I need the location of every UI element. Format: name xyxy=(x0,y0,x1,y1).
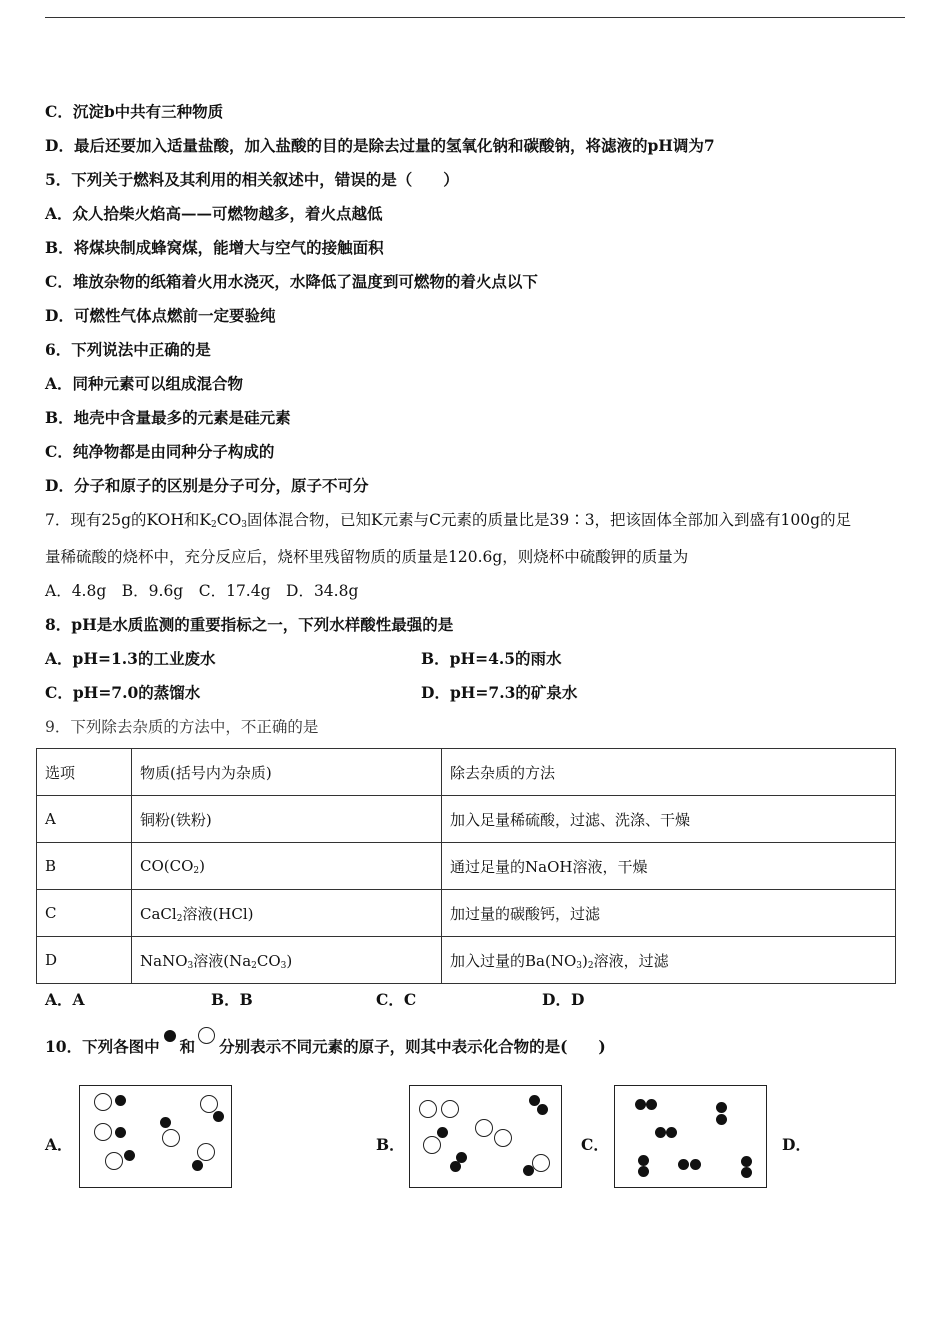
table-cell: CaCl$_2$溶液(HCl) xyxy=(132,890,442,937)
white-atom xyxy=(94,1093,112,1111)
q10-diagram-a xyxy=(79,1085,232,1188)
q6-option-a: A．同种元素可以组成混合物 xyxy=(45,374,244,393)
q9-options xyxy=(45,989,895,1011)
black-atom xyxy=(655,1127,666,1138)
q8-option-b: B．pH=4.5的雨水 xyxy=(421,649,562,668)
black-atom xyxy=(450,1161,461,1172)
q7-stem-line2: 量稀硫酸的烧杯中，充分反应后，烧杯里残留物质的质量是120.6g，则烧杯中硫酸钾的质量为 xyxy=(45,548,689,566)
header-rule xyxy=(45,17,905,18)
q8-option-d: D．pH=7.3的矿泉水 xyxy=(421,683,578,702)
black-atom xyxy=(716,1102,727,1113)
table-cell: 铜粉(铁粉) xyxy=(132,796,442,843)
white-atom xyxy=(200,1095,218,1113)
black-atom xyxy=(192,1160,203,1171)
black-atom xyxy=(115,1095,126,1106)
black-atom xyxy=(213,1111,224,1122)
table-cell: C xyxy=(37,890,132,937)
black-atom xyxy=(690,1159,701,1170)
black-atom xyxy=(635,1099,646,1110)
q5-option-c: C．堆放杂物的纸箱着火用水浇灭，水降低了温度到可燃物的着火点以下 xyxy=(45,272,538,291)
table-cell: $CO(CO_2)$ xyxy=(132,843,442,890)
q10-label-b: B． xyxy=(376,1135,405,1154)
q6-option-b: B．地壳中含量最多的元素是硅元素 xyxy=(45,408,291,427)
table-cell: 通过足量的NaOH溶液，干燥 xyxy=(442,843,896,890)
black-atom-icon xyxy=(164,1030,176,1042)
black-atom xyxy=(115,1127,126,1138)
black-atom xyxy=(160,1117,171,1128)
black-atom xyxy=(741,1167,752,1178)
table-header-cell: 选项 xyxy=(37,749,132,796)
table-header-cell: 除去杂质的方法 xyxy=(442,749,896,796)
q9-table xyxy=(36,748,896,984)
black-atom xyxy=(437,1127,448,1138)
q5-option-b: B．将煤块制成蜂窝煤，能增大与空气的接触面积 xyxy=(45,238,384,257)
q10-stem: 10．下列各图中 和 分别表示不同元素的原子，则其中表示化合物的是( ) xyxy=(45,1036,745,1060)
q8-stem: 8．pH是水质监测的重要指标之一，下列水样酸性最强的是 xyxy=(45,615,454,634)
table-row xyxy=(37,843,896,890)
q10-label-c: C． xyxy=(581,1135,609,1154)
q9-option-a: A．A xyxy=(45,990,85,1009)
white-atom xyxy=(475,1119,493,1137)
q6-option-c: C．纯净物都是由同种分子构成的 xyxy=(45,442,275,461)
table-cell: 加过量的碳酸钙，过滤 xyxy=(442,890,896,937)
table-header-cell: 物质(括号内为杂质) xyxy=(132,749,442,796)
q10-diagram-b xyxy=(409,1085,562,1188)
table-row xyxy=(37,937,896,984)
table-cell: D xyxy=(37,937,132,984)
q6-option-d: D．分子和原子的区别是分子可分，原子不可分 xyxy=(45,476,369,495)
q10-label-a: A． xyxy=(45,1135,73,1154)
q10-label-d: D． xyxy=(782,1135,811,1154)
q5-stem: 5．下列关于燃料及其利用的相关叙述中，错误的是（ ） xyxy=(45,170,459,189)
q8-options-row1 xyxy=(45,648,895,670)
q8-options-row2 xyxy=(45,682,895,704)
q7-options: A．4.8g B．9.6g C．17.4g D．34.8g xyxy=(45,582,359,600)
black-atom xyxy=(124,1150,135,1161)
q9-option-b: B．B xyxy=(211,990,253,1009)
q4-option-d: D．最后还要加入适量盐酸，加入盐酸的目的是除去过量的氢氧化钠和碳酸钠，将滤液的pH调为7 xyxy=(45,136,715,155)
white-atom xyxy=(162,1129,180,1147)
white-atom xyxy=(423,1136,441,1154)
white-atom xyxy=(94,1123,112,1141)
white-atom xyxy=(197,1143,215,1161)
table-cell: 加入足量稀硫酸，过滤、洗涤、干燥 xyxy=(442,796,896,843)
black-atom xyxy=(716,1114,727,1125)
q9-option-c: C．C xyxy=(376,990,417,1009)
q5-option-d: D．可燃性气体点燃前一定要验纯 xyxy=(45,306,276,325)
q5-option-a: A．众人拾柴火焰高——可燃物越多，着火点越低 xyxy=(45,204,383,223)
q6-stem: 6．下列说法中正确的是 xyxy=(45,340,211,359)
table-cell: NaNO$_3$溶液$(Na_2CO_3)$ xyxy=(132,937,442,984)
white-atom xyxy=(494,1129,512,1147)
q4-option-c: C．沉淀b中共有三种物质 xyxy=(45,102,224,121)
black-atom xyxy=(646,1099,657,1110)
q8-option-a: A．pH=1.3的工业废水 xyxy=(45,649,216,668)
black-atom xyxy=(638,1166,649,1177)
table-header-row xyxy=(37,749,896,796)
q9-option-d: D．D xyxy=(542,990,585,1009)
black-atom xyxy=(537,1104,548,1115)
table-row xyxy=(37,796,896,843)
white-atom xyxy=(441,1100,459,1118)
q9-stem: 9．下列除去杂质的方法中，不正确的是 xyxy=(45,718,319,736)
white-atom xyxy=(532,1154,550,1172)
white-atom xyxy=(105,1152,123,1170)
table-cell: A xyxy=(37,796,132,843)
black-atom xyxy=(666,1127,677,1138)
table-cell: B xyxy=(37,843,132,890)
black-atom xyxy=(741,1156,752,1167)
table-row xyxy=(37,890,896,937)
q8-option-c: C．pH=7.0的蒸馏水 xyxy=(45,683,201,702)
q7-stem-line1: 7．现有25g的KOH和$K_2CO_3$固体混合物，已知K元素与C元素的质量比是39∶3，把该固体全部加入到盛有100g的足 xyxy=(45,511,852,530)
white-atom xyxy=(419,1100,437,1118)
black-atom xyxy=(638,1155,649,1166)
q10-diagram-c xyxy=(614,1085,767,1188)
table-cell: 加入过量的$Ba(NO_3)_2$溶液，过滤 xyxy=(442,937,896,984)
black-atom xyxy=(678,1159,689,1170)
white-atom-icon xyxy=(198,1027,215,1044)
